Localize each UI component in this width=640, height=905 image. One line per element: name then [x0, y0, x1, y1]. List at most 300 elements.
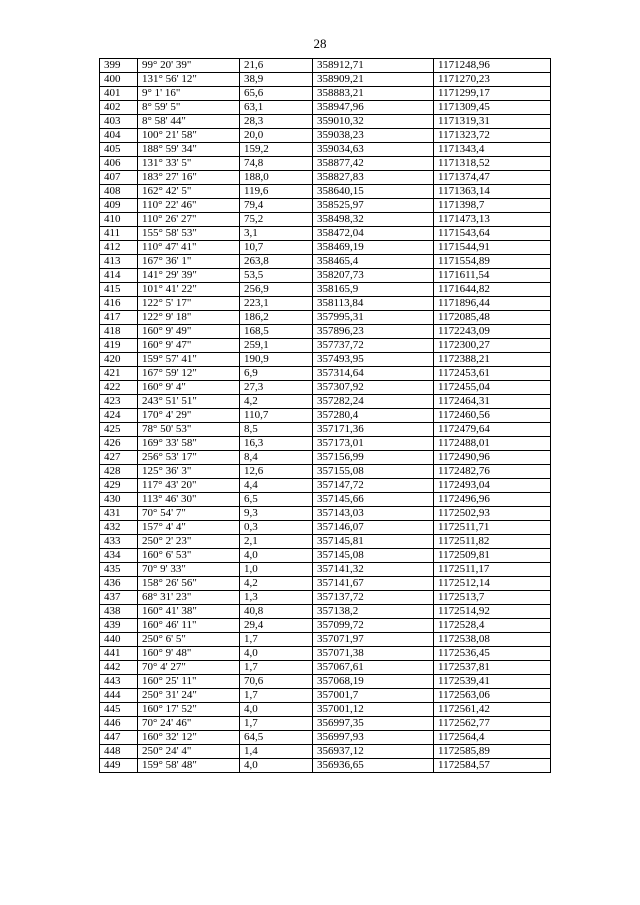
- point-number-cell: 432: [100, 521, 138, 535]
- y-coordinate-cell: 1171248,96: [434, 59, 551, 73]
- point-number-cell: 442: [100, 661, 138, 675]
- distance-cell: 65,6: [240, 87, 313, 101]
- angle-cell: 183° 27' 16": [138, 171, 240, 185]
- table-row: [100, 703, 551, 717]
- point-number-cell: 437: [100, 591, 138, 605]
- distance-cell: 0,3: [240, 521, 313, 535]
- x-coordinate-cell: 358883,21: [313, 87, 434, 101]
- x-coordinate-cell: 356937,12: [313, 745, 434, 759]
- point-number-cell: 416: [100, 297, 138, 311]
- y-coordinate-cell: 1172493,04: [434, 479, 551, 493]
- point-number-cell: 404: [100, 129, 138, 143]
- distance-cell: 79,4: [240, 199, 313, 213]
- point-number-cell: 433: [100, 535, 138, 549]
- x-coordinate-cell: 356997,93: [313, 731, 434, 745]
- angle-cell: 250° 31' 24": [138, 689, 240, 703]
- x-coordinate-cell: 357737,72: [313, 339, 434, 353]
- table-row: [100, 185, 551, 199]
- point-number-cell: 421: [100, 367, 138, 381]
- y-coordinate-cell: 1172511,82: [434, 535, 551, 549]
- x-coordinate-cell: 358912,71: [313, 59, 434, 73]
- point-number-cell: 414: [100, 269, 138, 283]
- point-number-cell: 435: [100, 563, 138, 577]
- point-number-cell: 436: [100, 577, 138, 591]
- table-row: [100, 451, 551, 465]
- y-coordinate-cell: 1172490,96: [434, 451, 551, 465]
- table-row: [100, 479, 551, 493]
- angle-cell: 117° 43' 20": [138, 479, 240, 493]
- table-row: [100, 241, 551, 255]
- x-coordinate-cell: 357099,72: [313, 619, 434, 633]
- table-row: [100, 171, 551, 185]
- y-coordinate-cell: 1172561,42: [434, 703, 551, 717]
- angle-cell: 250° 2' 23": [138, 535, 240, 549]
- y-coordinate-cell: 1171644,82: [434, 283, 551, 297]
- x-coordinate-cell: 357001,12: [313, 703, 434, 717]
- table-row: [100, 87, 551, 101]
- distance-cell: 63,1: [240, 101, 313, 115]
- distance-cell: 29,4: [240, 619, 313, 633]
- y-coordinate-cell: 1171544,91: [434, 241, 551, 255]
- point-number-cell: 423: [100, 395, 138, 409]
- x-coordinate-cell: 358465,4: [313, 255, 434, 269]
- point-number-cell: 400: [100, 73, 138, 87]
- y-coordinate-cell: 1172482,76: [434, 465, 551, 479]
- table-row: [100, 675, 551, 689]
- table-row: [100, 759, 551, 773]
- point-number-cell: 407: [100, 171, 138, 185]
- table-row: [100, 633, 551, 647]
- y-coordinate-cell: 1172453,61: [434, 367, 551, 381]
- table-row: [100, 381, 551, 395]
- y-coordinate-cell: 1172563,06: [434, 689, 551, 703]
- y-coordinate-cell: 1172460,56: [434, 409, 551, 423]
- angle-cell: 160° 9' 4": [138, 381, 240, 395]
- point-number-cell: 427: [100, 451, 138, 465]
- distance-cell: 6,5: [240, 493, 313, 507]
- y-coordinate-cell: 1171270,23: [434, 73, 551, 87]
- distance-cell: 16,3: [240, 437, 313, 451]
- x-coordinate-cell: 359010,32: [313, 115, 434, 129]
- point-number-cell: 434: [100, 549, 138, 563]
- table-row: [100, 563, 551, 577]
- x-coordinate-cell: 356997,35: [313, 717, 434, 731]
- angle-cell: 158° 26' 56": [138, 577, 240, 591]
- angle-cell: 169° 33' 58": [138, 437, 240, 451]
- table-row: [100, 269, 551, 283]
- point-number-cell: 446: [100, 717, 138, 731]
- distance-cell: 110,7: [240, 409, 313, 423]
- distance-cell: 259,1: [240, 339, 313, 353]
- point-number-cell: 406: [100, 157, 138, 171]
- point-number-cell: 448: [100, 745, 138, 759]
- point-number-cell: 430: [100, 493, 138, 507]
- distance-cell: 64,5: [240, 731, 313, 745]
- y-coordinate-cell: 1171343,4: [434, 143, 551, 157]
- distance-cell: 1,7: [240, 661, 313, 675]
- x-coordinate-cell: 357156,99: [313, 451, 434, 465]
- x-coordinate-cell: 357314,64: [313, 367, 434, 381]
- table-row: [100, 521, 551, 535]
- point-number-cell: 424: [100, 409, 138, 423]
- x-coordinate-cell: 357068,19: [313, 675, 434, 689]
- angle-cell: 167° 59' 12": [138, 367, 240, 381]
- angle-cell: 70° 4' 27": [138, 661, 240, 675]
- x-coordinate-cell: 358827,83: [313, 171, 434, 185]
- x-coordinate-cell: 357147,72: [313, 479, 434, 493]
- y-coordinate-cell: 1171318,52: [434, 157, 551, 171]
- table-row: [100, 101, 551, 115]
- x-coordinate-cell: 357141,67: [313, 577, 434, 591]
- point-number-cell: 426: [100, 437, 138, 451]
- coordinates-table-body: [100, 59, 551, 773]
- angle-cell: 160° 17' 52": [138, 703, 240, 717]
- x-coordinate-cell: 357145,08: [313, 549, 434, 563]
- point-number-cell: 428: [100, 465, 138, 479]
- point-number-cell: 447: [100, 731, 138, 745]
- angle-cell: 122° 9' 18": [138, 311, 240, 325]
- angle-cell: 160° 25' 11": [138, 675, 240, 689]
- distance-cell: 28,3: [240, 115, 313, 129]
- table-row: [100, 535, 551, 549]
- distance-cell: 4,2: [240, 577, 313, 591]
- point-number-cell: 410: [100, 213, 138, 227]
- table-row: [100, 311, 551, 325]
- table-row: [100, 353, 551, 367]
- y-coordinate-cell: 1171398,7: [434, 199, 551, 213]
- table-row: [100, 605, 551, 619]
- y-coordinate-cell: 1172585,89: [434, 745, 551, 759]
- angle-cell: 250° 24' 4": [138, 745, 240, 759]
- distance-cell: 1,7: [240, 717, 313, 731]
- angle-cell: 250° 6' 5": [138, 633, 240, 647]
- y-coordinate-cell: 1171319,31: [434, 115, 551, 129]
- angle-cell: 110° 47' 41": [138, 241, 240, 255]
- y-coordinate-cell: 1172538,08: [434, 633, 551, 647]
- distance-cell: 1,3: [240, 591, 313, 605]
- point-number-cell: 431: [100, 507, 138, 521]
- angle-cell: 100° 21' 58": [138, 129, 240, 143]
- y-coordinate-cell: 1172085,48: [434, 311, 551, 325]
- x-coordinate-cell: 357143,03: [313, 507, 434, 521]
- angle-cell: 70° 24' 46": [138, 717, 240, 731]
- table-row: [100, 437, 551, 451]
- table-row: [100, 577, 551, 591]
- angle-cell: 159° 58' 48": [138, 759, 240, 773]
- table-row: [100, 395, 551, 409]
- point-number-cell: 449: [100, 759, 138, 773]
- table-row: [100, 717, 551, 731]
- x-coordinate-cell: 358469,19: [313, 241, 434, 255]
- x-coordinate-cell: 359038,23: [313, 129, 434, 143]
- angle-cell: 8° 59' 5": [138, 101, 240, 115]
- point-number-cell: 415: [100, 283, 138, 297]
- angle-cell: 70° 9' 33": [138, 563, 240, 577]
- y-coordinate-cell: 1172528,4: [434, 619, 551, 633]
- angle-cell: 160° 46' 11": [138, 619, 240, 633]
- table-row: [100, 367, 551, 381]
- point-number-cell: 411: [100, 227, 138, 241]
- x-coordinate-cell: 357145,66: [313, 493, 434, 507]
- angle-cell: 243° 51' 51": [138, 395, 240, 409]
- y-coordinate-cell: 1171473,13: [434, 213, 551, 227]
- angle-cell: 78° 50' 53": [138, 423, 240, 437]
- point-number-cell: 413: [100, 255, 138, 269]
- y-coordinate-cell: 1172455,04: [434, 381, 551, 395]
- point-number-cell: 412: [100, 241, 138, 255]
- point-number-cell: 399: [100, 59, 138, 73]
- table-row: [100, 157, 551, 171]
- table-row: [100, 423, 551, 437]
- distance-cell: 8,4: [240, 451, 313, 465]
- angle-cell: 110° 22' 46": [138, 199, 240, 213]
- distance-cell: 119,6: [240, 185, 313, 199]
- point-number-cell: 443: [100, 675, 138, 689]
- distance-cell: 74,8: [240, 157, 313, 171]
- x-coordinate-cell: 357071,97: [313, 633, 434, 647]
- x-coordinate-cell: 357173,01: [313, 437, 434, 451]
- y-coordinate-cell: 1172488,01: [434, 437, 551, 451]
- point-number-cell: 425: [100, 423, 138, 437]
- table-row: [100, 745, 551, 759]
- angle-cell: 99° 20' 39": [138, 59, 240, 73]
- y-coordinate-cell: 1172243,09: [434, 325, 551, 339]
- distance-cell: 188,0: [240, 171, 313, 185]
- point-number-cell: 441: [100, 647, 138, 661]
- distance-cell: 8,5: [240, 423, 313, 437]
- distance-cell: 2,1: [240, 535, 313, 549]
- x-coordinate-cell: 357282,24: [313, 395, 434, 409]
- distance-cell: 20,0: [240, 129, 313, 143]
- distance-cell: 223,1: [240, 297, 313, 311]
- table-row: [100, 339, 551, 353]
- y-coordinate-cell: 1171323,72: [434, 129, 551, 143]
- table-row: [100, 283, 551, 297]
- distance-cell: 263,8: [240, 255, 313, 269]
- x-coordinate-cell: 357280,4: [313, 409, 434, 423]
- angle-cell: 101° 41' 22": [138, 283, 240, 297]
- y-coordinate-cell: 1171363,14: [434, 185, 551, 199]
- point-number-cell: 445: [100, 703, 138, 717]
- distance-cell: 6,9: [240, 367, 313, 381]
- angle-cell: 131° 33' 5": [138, 157, 240, 171]
- angle-cell: 162° 42' 5": [138, 185, 240, 199]
- angle-cell: 155° 58' 53": [138, 227, 240, 241]
- table-row: [100, 115, 551, 129]
- distance-cell: 1,0: [240, 563, 313, 577]
- angle-cell: 160° 9' 47": [138, 339, 240, 353]
- distance-cell: 10,7: [240, 241, 313, 255]
- table-row: [100, 619, 551, 633]
- y-coordinate-cell: 1172479,64: [434, 423, 551, 437]
- angle-cell: 157° 4' 4": [138, 521, 240, 535]
- x-coordinate-cell: 357071,38: [313, 647, 434, 661]
- distance-cell: 1,7: [240, 689, 313, 703]
- x-coordinate-cell: 358207,73: [313, 269, 434, 283]
- distance-cell: 4,0: [240, 647, 313, 661]
- point-number-cell: 440: [100, 633, 138, 647]
- x-coordinate-cell: 357896,23: [313, 325, 434, 339]
- distance-cell: 75,2: [240, 213, 313, 227]
- table-row: [100, 199, 551, 213]
- table-row: [100, 493, 551, 507]
- angle-cell: 160° 9' 49": [138, 325, 240, 339]
- x-coordinate-cell: 358640,15: [313, 185, 434, 199]
- angle-cell: 9° 1' 16": [138, 87, 240, 101]
- angle-cell: 160° 41' 38": [138, 605, 240, 619]
- x-coordinate-cell: 358525,97: [313, 199, 434, 213]
- distance-cell: 1,4: [240, 745, 313, 759]
- y-coordinate-cell: 1171374,47: [434, 171, 551, 185]
- angle-cell: 113° 46' 30": [138, 493, 240, 507]
- point-number-cell: 402: [100, 101, 138, 115]
- point-number-cell: 444: [100, 689, 138, 703]
- y-coordinate-cell: 1172562,77: [434, 717, 551, 731]
- x-coordinate-cell: 357141,32: [313, 563, 434, 577]
- table-row: [100, 297, 551, 311]
- point-number-cell: 405: [100, 143, 138, 157]
- distance-cell: 4,2: [240, 395, 313, 409]
- angle-cell: 110° 26' 27": [138, 213, 240, 227]
- point-number-cell: 408: [100, 185, 138, 199]
- coordinates-table: [99, 58, 551, 773]
- x-coordinate-cell: 358947,96: [313, 101, 434, 115]
- y-coordinate-cell: 1171543,64: [434, 227, 551, 241]
- y-coordinate-cell: 1171896,44: [434, 297, 551, 311]
- table-row: [100, 73, 551, 87]
- x-coordinate-cell: 357155,08: [313, 465, 434, 479]
- point-number-cell: 429: [100, 479, 138, 493]
- angle-cell: 141° 29' 39": [138, 269, 240, 283]
- x-coordinate-cell: 358498,32: [313, 213, 434, 227]
- distance-cell: 186,2: [240, 311, 313, 325]
- table-row: [100, 465, 551, 479]
- point-number-cell: 417: [100, 311, 138, 325]
- distance-cell: 256,9: [240, 283, 313, 297]
- table-row: [100, 731, 551, 745]
- table-row: [100, 325, 551, 339]
- x-coordinate-cell: 357138,2: [313, 605, 434, 619]
- distance-cell: 3,1: [240, 227, 313, 241]
- angle-cell: 160° 6' 53": [138, 549, 240, 563]
- x-coordinate-cell: 358165,9: [313, 283, 434, 297]
- y-coordinate-cell: 1172564,4: [434, 731, 551, 745]
- point-number-cell: 439: [100, 619, 138, 633]
- point-number-cell: 403: [100, 115, 138, 129]
- angle-cell: 8° 58' 44": [138, 115, 240, 129]
- table-row: [100, 59, 551, 73]
- table-row: [100, 143, 551, 157]
- distance-cell: 159,2: [240, 143, 313, 157]
- table-row: [100, 591, 551, 605]
- x-coordinate-cell: 357171,36: [313, 423, 434, 437]
- distance-cell: 21,6: [240, 59, 313, 73]
- table-row: [100, 549, 551, 563]
- x-coordinate-cell: 357001,7: [313, 689, 434, 703]
- angle-cell: 70° 54' 7": [138, 507, 240, 521]
- distance-cell: 12,6: [240, 465, 313, 479]
- table-row: [100, 647, 551, 661]
- distance-cell: 168,5: [240, 325, 313, 339]
- angle-cell: 122° 5' 17": [138, 297, 240, 311]
- angle-cell: 131° 56' 12": [138, 73, 240, 87]
- x-coordinate-cell: 358877,42: [313, 157, 434, 171]
- x-coordinate-cell: 356936,65: [313, 759, 434, 773]
- y-coordinate-cell: 1172388,21: [434, 353, 551, 367]
- distance-cell: 70,6: [240, 675, 313, 689]
- point-number-cell: 420: [100, 353, 138, 367]
- distance-cell: 27,3: [240, 381, 313, 395]
- y-coordinate-cell: 1172536,45: [434, 647, 551, 661]
- x-coordinate-cell: 357307,92: [313, 381, 434, 395]
- angle-cell: 188° 59' 34": [138, 143, 240, 157]
- x-coordinate-cell: 357067,61: [313, 661, 434, 675]
- y-coordinate-cell: 1172509,81: [434, 549, 551, 563]
- x-coordinate-cell: 359034,63: [313, 143, 434, 157]
- point-number-cell: 422: [100, 381, 138, 395]
- table-row: [100, 227, 551, 241]
- y-coordinate-cell: 1172496,96: [434, 493, 551, 507]
- angle-cell: 160° 9' 48": [138, 647, 240, 661]
- page-number: 28: [313, 36, 327, 51]
- angle-cell: 170° 4' 29": [138, 409, 240, 423]
- y-coordinate-cell: 1172513,7: [434, 591, 551, 605]
- distance-cell: 4,0: [240, 759, 313, 773]
- distance-cell: 4,0: [240, 549, 313, 563]
- y-coordinate-cell: 1172514,92: [434, 605, 551, 619]
- y-coordinate-cell: 1172502,93: [434, 507, 551, 521]
- y-coordinate-cell: 1172511,17: [434, 563, 551, 577]
- x-coordinate-cell: 357146,07: [313, 521, 434, 535]
- x-coordinate-cell: 357493,95: [313, 353, 434, 367]
- x-coordinate-cell: 358472,04: [313, 227, 434, 241]
- y-coordinate-cell: 1171299,17: [434, 87, 551, 101]
- y-coordinate-cell: 1171309,45: [434, 101, 551, 115]
- point-number-cell: 401: [100, 87, 138, 101]
- angle-cell: 167° 36' 1": [138, 255, 240, 269]
- table-row: [100, 689, 551, 703]
- y-coordinate-cell: 1172464,31: [434, 395, 551, 409]
- angle-cell: 256° 53' 17": [138, 451, 240, 465]
- distance-cell: 9,3: [240, 507, 313, 521]
- x-coordinate-cell: 357137,72: [313, 591, 434, 605]
- angle-cell: 160° 32' 12": [138, 731, 240, 745]
- x-coordinate-cell: 358909,21: [313, 73, 434, 87]
- x-coordinate-cell: 357995,31: [313, 311, 434, 325]
- point-number-cell: 438: [100, 605, 138, 619]
- point-number-cell: 419: [100, 339, 138, 353]
- y-coordinate-cell: 1171611,54: [434, 269, 551, 283]
- table-row: [100, 129, 551, 143]
- y-coordinate-cell: 1172584,57: [434, 759, 551, 773]
- angle-cell: 125° 36' 3": [138, 465, 240, 479]
- x-coordinate-cell: 357145,81: [313, 535, 434, 549]
- y-coordinate-cell: 1172512,14: [434, 577, 551, 591]
- distance-cell: 53,5: [240, 269, 313, 283]
- y-coordinate-cell: 1172539,41: [434, 675, 551, 689]
- point-number-cell: 409: [100, 199, 138, 213]
- y-coordinate-cell: 1172537,81: [434, 661, 551, 675]
- y-coordinate-cell: 1171554,89: [434, 255, 551, 269]
- table-row: [100, 409, 551, 423]
- angle-cell: 159° 57' 41": [138, 353, 240, 367]
- table-row: [100, 255, 551, 269]
- distance-cell: 38,9: [240, 73, 313, 87]
- distance-cell: 190,9: [240, 353, 313, 367]
- distance-cell: 4,0: [240, 703, 313, 717]
- point-number-cell: 418: [100, 325, 138, 339]
- y-coordinate-cell: 1172511,71: [434, 521, 551, 535]
